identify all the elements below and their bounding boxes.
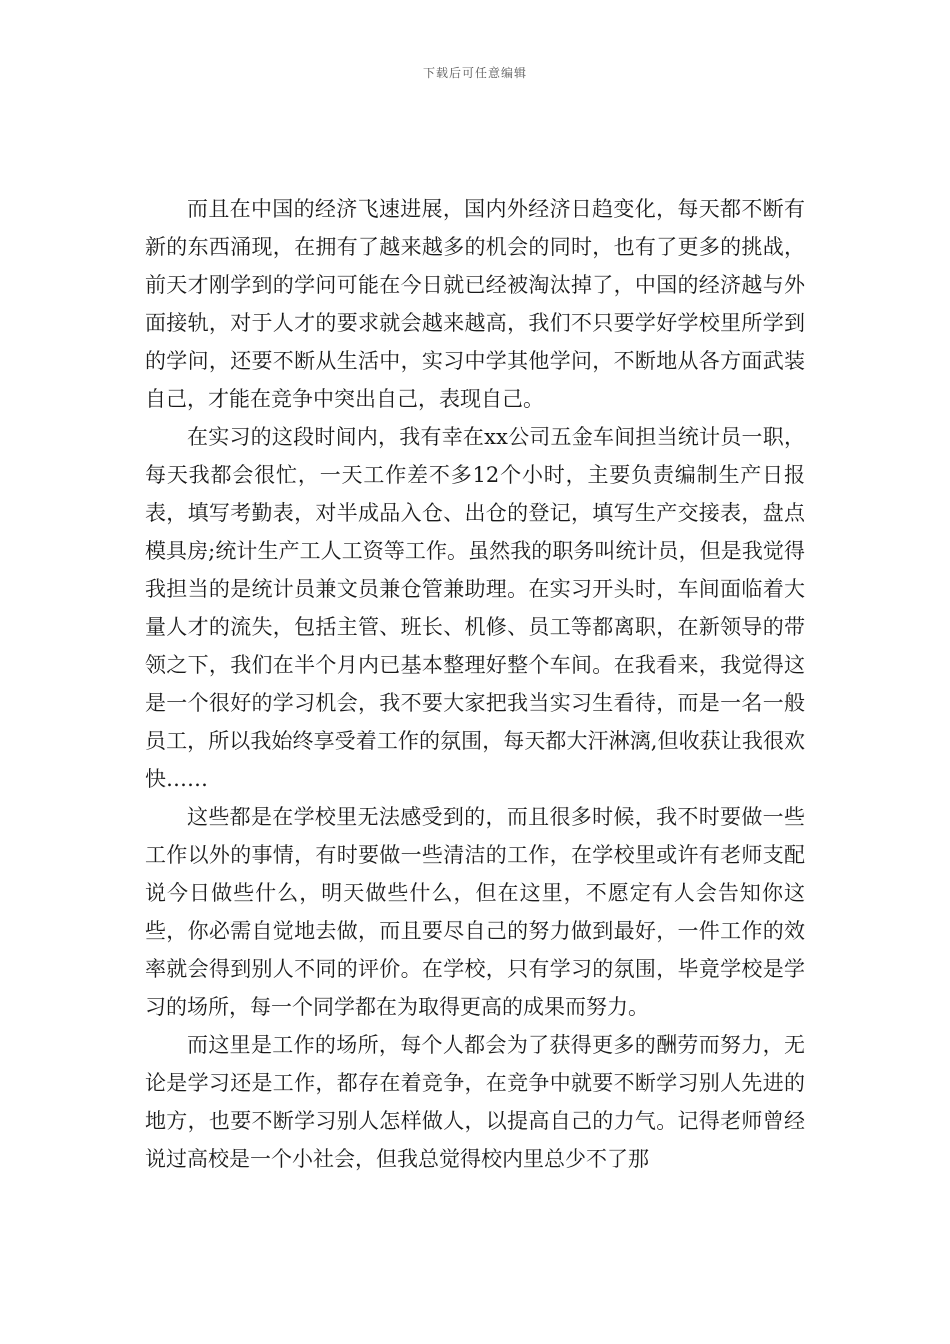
paragraph-2: 在实习的这段时间内，我有幸在xx公司五金车间担当统计员一职，每天我都会很忙，一天工作差不多12个小时，主要负责编制生产日报表，填写考勤表，对半成品入仓、出仓的登记，填写生产交接表，盘点模具房;统计生产工人工资等工作。虽然我的职务叫统计员，但是我觉得我担当的是统计员兼文员兼仓管兼助理。在实习开头时，车间面临着大量人才的流失，包括主管、班长、机修、员工等都离职，在新领导的带领之下，我们在半个月内已基本整理好整个车间。在我看来，我觉得这是一个很好的学习机会，我不要大家把我当实习生看待，而是一名一般员工，所以我始终享受着工作的氛围，每天都大汗淋漓,但收获让我很欢快……: [145, 425, 805, 791]
paragraph-3: 这些都是在学校里无法感受到的，而且很多时候，我不时要做一些工作以外的事情，有时要做一些清洁的工作，在学校里或许有老师支配说今日做些什么，明天做些什么，但在这里，不愿定有人会告知你这些，你必需自觉地去做，而且要尽自己的努力做到最好，一件工作的效率就会得到别人不同的评价。在学校，只有学习的氛围，毕竟学校是学习的场所，每一个同学都在为取得更高的成果而努力。: [145, 805, 805, 1019]
page-header-note: 下载后可任意编辑: [422, 66, 527, 80]
document-body: [145, 190, 805, 1178]
paragraph-4: 而这里是工作的场所，每个人都会为了获得更多的酬劳而努力，无论是学习还是工作，都存在着竞争，在竞争中就要不断学习别人先进的地方，也要不断学习别人怎样做人，以提高自己的力气。记得老师曾经说过高校是一个小社会，但我总觉得校内里总少不了那: [145, 1033, 805, 1171]
paragraph-1: 而且在中国的经济飞速进展，国内外经济日趋变化，每天都不断有新的东西涌现，在拥有了越来越多的机会的同时，也有了更多的挑战，前天才刚学到的学问可能在今日就已经被淘汰掉了，中国的经济越与外面接轨，对于人才的要求就会越来越高，我们不只要学好学校里所学到的学问，还要不断从生活中，实习中学其他学问，不断地从各方面武装自己，才能在竞争中突出自己，表现自己。: [145, 197, 805, 411]
